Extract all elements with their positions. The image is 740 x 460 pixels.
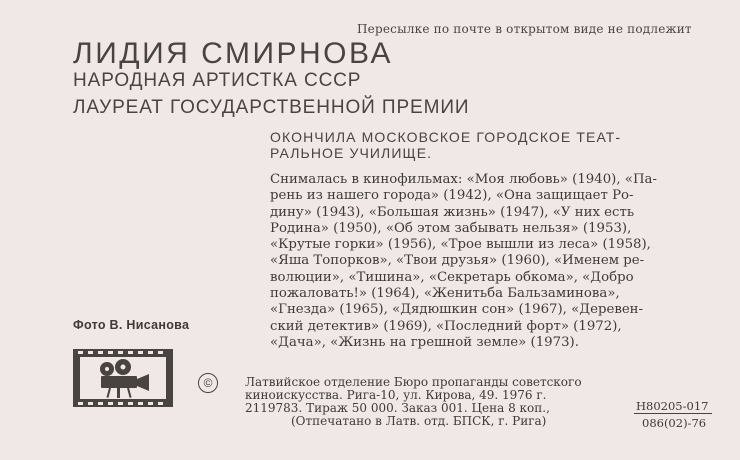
title-laureate: ЛАУРЕАТ ГОСУДАРСТВЕННОЙ ПРЕМИИ <box>73 97 470 118</box>
filmography-line: Родина» (1950), «Об этом забывать нельзя» (1953), <box>270 220 632 236</box>
filmography-text <box>270 172 657 351</box>
publisher-line: 2119783. Тираж 50 000. Заказ 001. Цена 8 коп., <box>245 401 550 415</box>
filmography-line: волюции», «Тишина», «Секретарь обкома», «Добро <box>270 269 634 285</box>
publisher-line: киноискусства. Рига-10, ул. Кирова, 49. 1976 г. <box>245 388 547 402</box>
filmography-line: «Гнезда» (1965), «Дядюшкин сон» (1967), «Деревен- <box>270 302 644 318</box>
education-line: РАЛЬНОЕ УЧИЛИЩЕ. <box>270 145 433 161</box>
filmography-line: пожаловать!» (1964), «Женитьба Бальзаминова», <box>270 286 620 302</box>
copyright-icon: © <box>198 373 218 393</box>
education-line: ОКОНЧИЛА МОСКОВСКОЕ ГОРОДСКОЕ ТЕАТ- <box>270 129 622 145</box>
filmography-line: Снималась в кинофильмах: «Моя любовь» (1940), «Па- <box>270 172 657 187</box>
filmography-line: «Дача», «Жизнь на грешной земле» (1973). <box>270 334 579 350</box>
publisher-line: (Отпечатано в Латв. отд. БПСК, г. Рига) <box>291 414 547 428</box>
actress-name: ЛИДИЯ СМИРНОВА <box>73 37 394 70</box>
film-camera-icon <box>73 349 173 407</box>
title-honor: НАРОДНАЯ АРТИСТКА СССР <box>73 70 362 91</box>
filmography-line: рень из нашего города» (1942), «Она защищает Ро- <box>270 188 634 204</box>
code-divider <box>634 413 712 414</box>
postal-notice: Пересылке по почте в открытом виде не подлежит <box>357 22 692 36</box>
photo-credit: Фото В. Нисанова <box>73 318 190 332</box>
filmography-line: «Крутые горки» (1956), «Трое вышли из леса» (1958), <box>270 237 651 253</box>
education-text <box>270 129 621 161</box>
index-code: 086(02)-76 <box>642 416 707 430</box>
publisher-line: Латвийское отделение Бюро пропаганды советского <box>245 375 582 389</box>
catalog-code: H80205-017 <box>636 399 709 413</box>
filmography-line: дину» (1943), «Большая жизнь» (1947), «У них есть <box>270 204 635 220</box>
filmography-line: ский детектив» (1969), «Последний форт» (1972), <box>270 318 622 334</box>
filmography-line: «Яша Топорков», «Твои друзья» (1960), «Именем ре- <box>270 253 645 269</box>
publisher-info <box>245 376 582 428</box>
